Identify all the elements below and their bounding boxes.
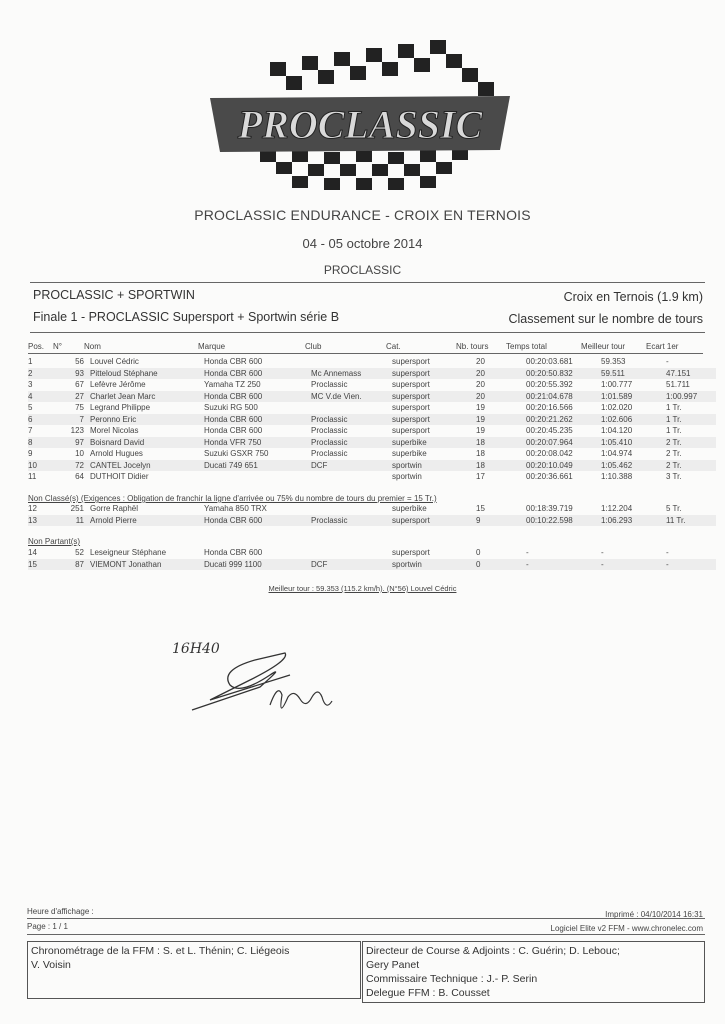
circuit-name: Croix en Ternois (1.9 km) xyxy=(563,290,703,304)
cell-pos: 8 xyxy=(28,437,33,447)
cell-category: sportwin xyxy=(392,559,422,569)
cell-brand: Ducati 999 1100 xyxy=(204,559,262,569)
cell-pos: 15 xyxy=(28,559,37,569)
cell-category: superbike xyxy=(392,504,427,514)
cell-laps: 17 xyxy=(476,472,485,482)
cell-rider-name: Louvel Cédric xyxy=(90,357,139,367)
cell-rider-name: DUTHOIT Didier xyxy=(90,472,149,482)
result-row xyxy=(28,515,716,527)
cell-best-lap: 1:06.293 xyxy=(601,515,633,525)
cell-best-lap: - xyxy=(601,559,604,569)
header-underline xyxy=(28,353,703,354)
cell-gap: - xyxy=(666,357,669,367)
cell-pos: 11 xyxy=(28,472,37,482)
non-classified-title: Non Classé(s) (Exigences : Obligation de franchir la ligne d'arrivée ou 75% du nombre de tours du premier = 15 Tr.) xyxy=(28,494,437,503)
cell-total-time: 00:20:55.392 xyxy=(526,380,573,390)
cell-pos: 4 xyxy=(28,391,33,401)
cell-category: supersport xyxy=(392,357,430,367)
cell-number: 67 xyxy=(75,380,84,390)
cell-rider-name: Pitteloud Stéphane xyxy=(90,368,158,378)
session-title: Finale 1 - PROCLASSIC Supersport + Sportwin série B xyxy=(33,310,340,324)
cell-total-time: 00:20:10.049 xyxy=(526,460,573,470)
cell-number: 7 xyxy=(79,414,84,424)
result-row xyxy=(28,356,716,368)
event-date: 04 - 05 octobre 2014 xyxy=(302,236,423,251)
divider xyxy=(30,282,705,283)
cell-club: DCF xyxy=(311,460,328,470)
cell-category: sportwin xyxy=(392,460,422,470)
col-pos: Pos. xyxy=(28,342,45,352)
cell-rider-name: Boisnard David xyxy=(90,437,145,447)
col-club: Club xyxy=(305,342,322,352)
cell-category: superbike xyxy=(392,449,427,459)
cell-total-time: 00:20:45.235 xyxy=(526,426,573,436)
cell-best-lap: 1:10.388 xyxy=(601,472,633,482)
cell-pos: 2 xyxy=(28,368,33,378)
cell-total-time: 00:10:22.598 xyxy=(526,515,573,525)
software-info: Logiciel Elite v2 FFM - www.chronelec.com xyxy=(550,924,703,933)
officials-box xyxy=(362,941,705,1003)
classified-table xyxy=(28,356,716,483)
cell-rider-name: Legrand Philippe xyxy=(90,403,151,413)
cell-pos: 9 xyxy=(28,449,33,459)
ffm-delegate: Delegue FFM : B. Cousset xyxy=(366,987,490,999)
logo-text: PROCLASSIC xyxy=(237,102,483,147)
cell-total-time: 00:21:04.678 xyxy=(526,391,573,401)
timing-box xyxy=(27,941,361,999)
result-row xyxy=(28,414,716,426)
cell-category: supersport xyxy=(392,515,430,525)
cell-total-time: 00:20:07.964 xyxy=(526,437,573,447)
cell-best-lap: 1:12.204 xyxy=(601,504,633,514)
cell-rider-name: VIEMONT Jonathan xyxy=(90,559,162,569)
proclassic-logo xyxy=(200,38,520,198)
cell-best-lap: - xyxy=(601,548,604,558)
cell-rider-name: Charlet Jean Marc xyxy=(90,391,156,401)
race-category: PROCLASSIC + SPORTWIN xyxy=(33,288,195,302)
cell-pos: 1 xyxy=(28,357,33,367)
race-director: Directeur de Course & Adjoints : C. Guérin; D. Lebouc; xyxy=(366,945,620,957)
cell-total-time: - xyxy=(526,548,529,558)
cell-club xyxy=(311,356,392,368)
cell-category: supersport xyxy=(392,368,430,378)
cell-number: 72 xyxy=(75,460,84,470)
cell-rider-name: CANTEL Jocelyn xyxy=(90,460,151,470)
cell-best-lap: 1:02.020 xyxy=(601,403,633,413)
cell-club: Proclassic xyxy=(311,437,348,447)
cell-brand: Honda CBR 600 xyxy=(204,357,263,367)
cell-brand: Suzuki GSXR 750 xyxy=(204,449,269,459)
cell-brand: Honda CBR 600 xyxy=(204,515,263,525)
cell-total-time: 00:20:08.042 xyxy=(526,449,573,459)
cell-total-time: 00:20:16.566 xyxy=(526,403,573,413)
result-row xyxy=(28,391,716,403)
cell-category: superbike xyxy=(392,437,427,447)
col-brand: Marque xyxy=(198,342,226,352)
cell-gap: - xyxy=(666,559,669,569)
cell-brand: Honda CBR 600 xyxy=(204,548,263,558)
cell-laps: 15 xyxy=(476,504,485,514)
col-total-time: Temps total xyxy=(506,342,547,352)
cell-gap: 2 Tr. xyxy=(666,437,682,447)
cell-total-time: 00:20:21.262 xyxy=(526,414,573,424)
cell-laps: 9 xyxy=(476,515,481,525)
cell-best-lap: 1:05.410 xyxy=(601,437,633,447)
cell-gap: 51.711 xyxy=(666,380,690,390)
cell-number: 27 xyxy=(75,391,84,401)
cell-laps: 20 xyxy=(476,391,485,401)
technical-commissioner: Commissaire Technique : J.- P. Serin xyxy=(366,973,538,985)
display-time-label: Heure d'affichage : xyxy=(27,907,94,916)
cell-pos: 12 xyxy=(28,504,37,514)
cell-club: Mc Annemass xyxy=(311,368,362,378)
cell-gap: 2 Tr. xyxy=(666,460,682,470)
cell-gap: 3 Tr. xyxy=(666,472,682,482)
cell-club: DCF xyxy=(311,559,328,569)
cell-best-lap: 1:01.589 xyxy=(601,391,633,401)
cell-number: 97 xyxy=(75,437,84,447)
cell-total-time: 00:20:03.681 xyxy=(526,357,573,367)
non-starters-title: Non Partant(s) xyxy=(28,537,81,546)
results-header xyxy=(28,341,696,353)
cell-laps: 18 xyxy=(476,449,485,459)
col-best-lap: Meilleur tour xyxy=(581,342,626,352)
cell-laps: 19 xyxy=(476,414,485,424)
timing-staff-2: V. Voisin xyxy=(31,959,71,971)
cell-laps: 20 xyxy=(476,380,485,390)
cell-laps: 0 xyxy=(476,559,481,569)
cell-best-lap: 59.353 xyxy=(601,357,626,367)
cell-pos: 5 xyxy=(28,403,33,413)
cell-gap: 11 Tr. xyxy=(666,515,686,525)
result-row xyxy=(28,379,716,391)
page-number: Page : 1 / 1 xyxy=(27,922,68,931)
divider xyxy=(27,918,705,919)
race-director-2: Gery Panet xyxy=(366,959,420,971)
cell-total-time: 00:20:50.832 xyxy=(526,368,573,378)
cell-best-lap: 59.511 xyxy=(601,368,625,378)
cell-gap: 47.151 xyxy=(666,368,691,378)
cell-number: 52 xyxy=(75,548,84,558)
result-row xyxy=(28,368,716,380)
divider xyxy=(30,332,705,333)
cell-club xyxy=(311,503,392,515)
cell-club xyxy=(311,402,392,414)
cell-brand: Honda CBR 600 xyxy=(204,426,263,436)
cell-laps: 19 xyxy=(476,426,485,436)
cell-club xyxy=(311,547,392,559)
cell-rider-name: Arnold Hugues xyxy=(90,449,143,459)
cell-category: supersport xyxy=(392,391,430,401)
cell-brand: Honda CBR 600 xyxy=(204,368,263,378)
cell-brand xyxy=(204,471,311,483)
cell-rider-name: Morel Nicolas xyxy=(90,426,139,436)
cell-pos: 7 xyxy=(28,426,33,436)
cell-brand: Honda VFR 750 xyxy=(204,437,262,447)
cell-brand: Suzuki RG 500 xyxy=(204,403,258,413)
result-row xyxy=(28,437,716,449)
col-name: Nom xyxy=(84,342,101,352)
timing-staff: Chronométrage de la FFM : S. et L. Thénin; C. Liégeois xyxy=(31,945,290,957)
cell-number: 123 xyxy=(70,426,84,436)
cell-rider-name: Lefèvre Jérôme xyxy=(90,380,146,390)
cell-club: Proclassic xyxy=(311,380,348,390)
cell-club: Proclassic xyxy=(311,515,348,525)
cell-number: 11 xyxy=(75,515,84,525)
best-lap: Meilleur tour : 59.353 (115.2 km/h). (N°56) Louvel Cédric xyxy=(268,584,457,593)
cell-best-lap: 1:00.777 xyxy=(601,380,633,390)
result-row xyxy=(28,471,716,483)
cell-club: Proclassic xyxy=(311,426,348,436)
cell-gap: - xyxy=(666,548,669,558)
cell-pos: 13 xyxy=(28,515,37,525)
cell-brand: Yamaha 850 TRX xyxy=(204,504,267,514)
cell-category: supersport xyxy=(392,414,430,424)
col-laps: Nb. tours xyxy=(456,342,489,352)
cell-laps: 19 xyxy=(476,403,485,413)
cell-category: supersport xyxy=(392,426,430,436)
event-title: PROCLASSIC ENDURANCE - CROIX EN TERNOIS xyxy=(194,207,531,223)
cell-club: Proclassic xyxy=(311,449,348,459)
cell-number: 87 xyxy=(75,559,84,569)
non-classified-table xyxy=(28,503,716,526)
cell-laps: 18 xyxy=(476,437,485,447)
cell-club xyxy=(311,471,392,483)
cell-brand: Honda CBR 600 xyxy=(204,414,263,424)
col-cat: Cat. xyxy=(386,342,401,352)
result-row xyxy=(28,448,716,460)
cell-number: 75 xyxy=(75,403,84,413)
col-num: N° xyxy=(53,342,62,352)
cell-best-lap: 1:05.462 xyxy=(601,460,633,470)
cell-rider-name: Peronno Eric xyxy=(90,414,137,424)
event-organizer: PROCLASSIC xyxy=(323,263,402,277)
cell-pos: 14 xyxy=(28,548,37,558)
cell-best-lap: 1:02.606 xyxy=(601,414,633,424)
cell-best-lap: 1:04.974 xyxy=(601,449,633,459)
cell-brand: Honda CBR 600 xyxy=(204,391,263,401)
cell-laps: 20 xyxy=(476,357,485,367)
cell-number: 251 xyxy=(70,504,84,514)
result-row xyxy=(28,460,716,472)
result-row xyxy=(28,559,716,571)
cell-rider-name: Arnold Pierre xyxy=(90,515,137,525)
divider xyxy=(27,934,705,935)
cell-club: Proclassic xyxy=(311,414,348,424)
result-row xyxy=(28,503,716,515)
cell-category: sportwin xyxy=(392,472,422,482)
result-row xyxy=(28,402,716,414)
result-row xyxy=(28,547,716,559)
cell-category: supersport xyxy=(392,548,430,558)
cell-number: 64 xyxy=(75,472,84,482)
cell-rider-name: Gorre Raphël xyxy=(90,504,139,514)
cell-category: supersport xyxy=(392,403,430,413)
cell-total-time: 00:20:36.661 xyxy=(526,472,573,482)
cell-gap: 1 Tr. xyxy=(666,426,682,436)
cell-pos: 10 xyxy=(28,460,37,470)
handwritten-signature xyxy=(150,625,350,735)
cell-brand: Ducati 749 651 xyxy=(204,460,258,470)
col-gap: Ecart 1er xyxy=(646,342,679,352)
result-row xyxy=(28,425,716,437)
cell-total-time: - xyxy=(526,559,529,569)
cell-number: 10 xyxy=(75,449,84,459)
cell-best-lap: 1:04.120 xyxy=(601,426,633,436)
cell-gap: 2 Tr. xyxy=(666,449,682,459)
cell-number: 56 xyxy=(75,357,84,367)
cell-rider-name: Leseigneur Stéphane xyxy=(90,548,167,558)
cell-club: MC V.de Vien. xyxy=(311,391,362,401)
cell-gap: 1 Tr. xyxy=(666,403,682,413)
cell-total-time: 00:18:39.719 xyxy=(526,504,573,514)
cell-pos: 3 xyxy=(28,380,33,390)
cell-number: 93 xyxy=(75,368,84,378)
cell-gap: 1 Tr. xyxy=(666,414,682,424)
cell-pos: 6 xyxy=(28,414,33,424)
printed-date: Imprimé : 04/10/2014 16:31 xyxy=(605,910,703,919)
cell-laps: 18 xyxy=(476,460,485,470)
cell-gap: 1:00.997 xyxy=(666,391,698,401)
ranking-mode: Classement sur le nombre de tours xyxy=(508,312,703,326)
handwritten-time: 16H40 xyxy=(172,641,220,657)
cell-laps: 20 xyxy=(476,368,485,378)
cell-category: supersport xyxy=(392,380,430,390)
cell-brand: Yamaha TZ 250 xyxy=(204,380,261,390)
non-starters-table xyxy=(28,547,716,570)
cell-gap: 5 Tr. xyxy=(666,504,682,514)
cell-laps: 0 xyxy=(476,548,481,558)
